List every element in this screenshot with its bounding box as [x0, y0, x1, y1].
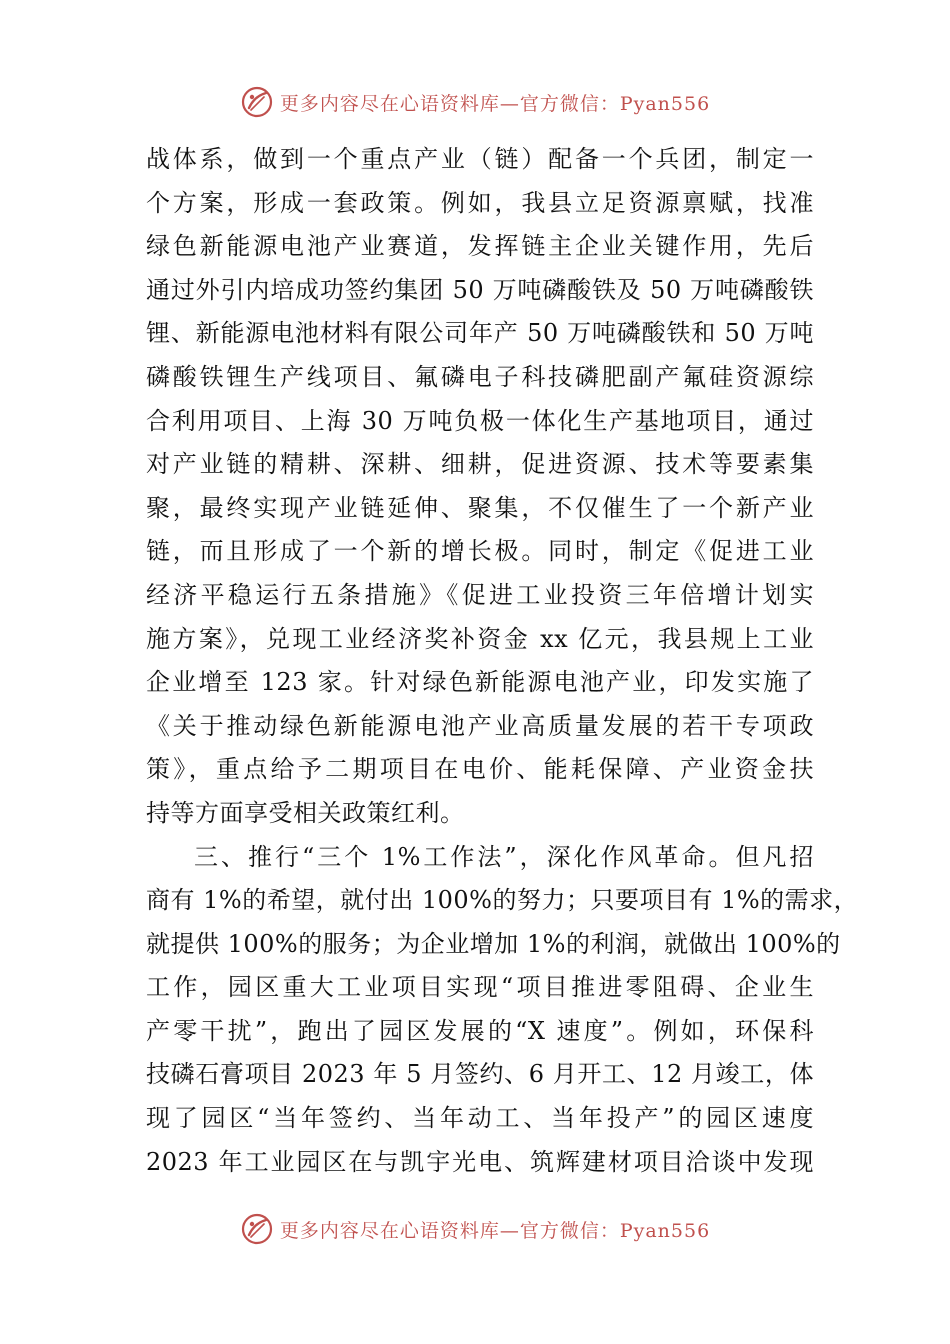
text-line: 经济平稳运行五条措施》《促进工业投资三年倍增计划实 — [146, 580, 814, 609]
text-line: 磷酸铁锂生产线项目、氟磷电子科技磷肥副产氟硅资源综 — [146, 362, 814, 391]
text-line: 技磷石膏项目 2023 年 5 月签约、6 月开工、12 月竣工，体 — [146, 1060, 814, 1089]
text-line: 链，而且形成了一个新的增长极。同时，制定《促进工业 — [146, 537, 814, 566]
text-line: 聚，最终实现产业链延伸、聚集，不仅催生了一个新产业 — [146, 493, 814, 522]
header-banner-text: 更多内容尽在心语资料库—官方微信：Pyan556 — [279, 92, 711, 115]
text-line: 《关于推动绿色新能源电池产业高质量发展的若干专项政 — [146, 711, 814, 740]
text-line: 持等方面享受相关政策红利。 — [146, 798, 465, 827]
text-line: 就提供 100%的服务；为企业增加 1%的利润，就做出 100%的 — [146, 929, 841, 958]
text-line: 绿色新能源电池产业赛道，发挥链主企业关键作用，先后 — [146, 232, 814, 261]
header-banner-inner — [240, 85, 710, 119]
pen-seal-logo-icon — [240, 1212, 274, 1246]
text-line: 企业增至 123 家。针对绿色新能源电池产业，印发实施了 — [146, 668, 814, 697]
text-line: 通过外引内培成功签约集团 50 万吨磷酸铁及 50 万吨磷酸铁 — [146, 275, 814, 304]
section-heading-line: 三、推行“三个 1%工作法”，深化作风革命。但凡招 — [194, 842, 814, 871]
paragraph-1 — [146, 138, 814, 836]
footer-banner-inner — [240, 1212, 710, 1246]
paragraph-2 — [146, 836, 859, 1185]
text-line: 个方案，形成一套政策。例如，我县立足资源禀赋，找准 — [146, 188, 814, 217]
text-line: 锂、新能源电池材料有限公司年产 50 万吨磷酸铁和 50 万吨 — [146, 319, 814, 348]
footer-banner — [0, 1209, 950, 1249]
text-line: 产零干扰”，跑出了园区发展的“X 速度”。例如，环保科 — [146, 1016, 814, 1045]
text-line: 战体系，做到一个重点产业（链）配备一个兵团，制定一 — [146, 145, 814, 173]
footer-banner-text: 更多内容尽在心语资料库—官方微信：Pyan556 — [279, 1219, 711, 1242]
pen-seal-logo-icon — [240, 85, 274, 119]
text-line: 施方案》，兑现工业经济奖补资金 xx 亿元，我县规上工业 — [146, 624, 814, 653]
text-line: 策》，重点给予二期项目在电价、能耗保障、产业资金扶 — [146, 755, 814, 784]
body-text — [146, 138, 859, 1184]
header-banner — [0, 82, 950, 122]
text-line: 工作，园区重大工业项目实现“项目推进零阻碍、企业生 — [146, 973, 814, 1002]
text-line: 对产业链的精耕、深耕、细耕，促进资源、技术等要素集 — [146, 450, 814, 479]
text-line: 合利用项目、上海 30 万吨负极一体化生产基地项目，通过 — [146, 406, 814, 435]
text-line: 现了园区“当年签约、当年动工、当年投产”的园区速度 — [146, 1104, 814, 1133]
text-line: 2023 年工业园区在与凯宇光电、筑辉建材项目洽谈中发现 — [146, 1147, 814, 1176]
text-line: 商有 1%的希望，就付出 100%的努力；只要项目有 1%的需求， — [146, 886, 859, 915]
